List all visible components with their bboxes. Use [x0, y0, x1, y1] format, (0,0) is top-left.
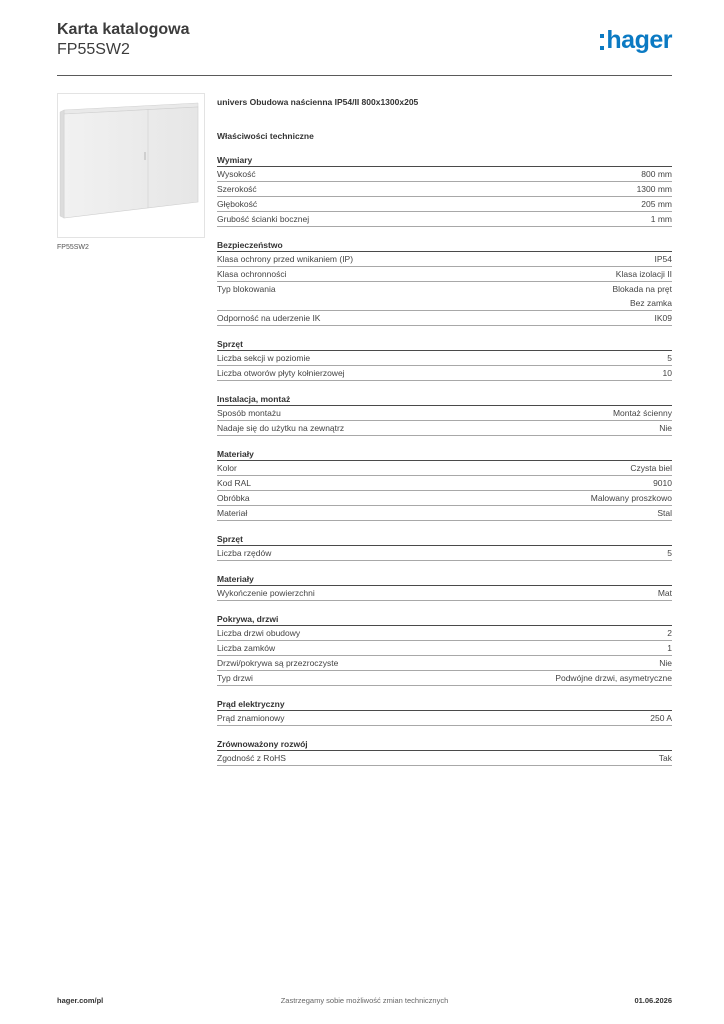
spec-value	[655, 311, 673, 325]
hager-logo	[600, 26, 672, 54]
spec-group	[217, 446, 672, 521]
enclosure-illustration	[58, 94, 204, 237]
spec-label: Liczba zamków	[217, 643, 276, 653]
spec-label: Sposób montażu	[217, 408, 281, 418]
spec-label: Odporność na uderzenie IK	[217, 313, 321, 323]
spec-value	[659, 656, 672, 670]
spec-group	[217, 736, 672, 766]
group-title: Prąd elektryczny	[217, 696, 672, 711]
spec-group	[217, 237, 672, 326]
spec-row	[217, 282, 672, 311]
spec-row	[217, 366, 672, 381]
spec-label: Obróbka	[217, 493, 250, 503]
spec-value-line: 2	[667, 628, 672, 638]
spec-value-line: 10	[662, 368, 672, 378]
spec-row	[217, 461, 672, 476]
logo-colon-icon	[600, 34, 604, 50]
group-title: Instalacja, montaż	[217, 391, 672, 406]
footer-disclaimer: Zastrzegamy sobie możliwość zmian technicznych	[280, 996, 449, 1005]
spec-value-line: Klasa izolacji II	[615, 269, 672, 279]
spec-label: Typ blokowania	[217, 284, 276, 294]
group-title: Sprzęt	[217, 336, 672, 351]
document-code: FP55SW2	[57, 41, 130, 58]
header-divider	[57, 75, 672, 76]
spec-row	[217, 197, 672, 212]
spec-row	[217, 252, 672, 267]
spec-value-line: Montaż ścienny	[612, 408, 672, 418]
page-header	[57, 20, 672, 72]
spec-label: Kod RAL	[217, 478, 252, 488]
spec-value-line: 1300 mm	[636, 184, 672, 194]
spec-value	[659, 421, 672, 435]
spec-value-line: 1	[667, 643, 672, 653]
spec-label: Głębokość	[217, 199, 258, 209]
spec-label: Liczba sekcji w poziomie	[217, 353, 311, 363]
spec-value	[653, 476, 672, 490]
spec-value	[637, 182, 672, 196]
spec-label: Nadaje się do użytku na zewnątrz	[217, 423, 345, 433]
spec-row	[217, 626, 672, 641]
spec-label: Drzwi/pokrywa są przezroczyste	[217, 658, 339, 668]
spec-group	[217, 391, 672, 436]
spec-value-line: 5	[667, 353, 672, 363]
spec-value-line: Blokada na pręt	[612, 284, 672, 294]
spec-row	[217, 711, 672, 726]
spec-label: Materiał	[217, 508, 248, 518]
spec-label: Liczba otworów płyty kołnierzowej	[217, 368, 345, 378]
spec-row	[217, 167, 672, 182]
spec-value-line: Malowany proszkowo	[590, 493, 672, 503]
spec-group	[217, 611, 672, 686]
spec-group	[217, 571, 672, 601]
spec-value-line: Podwójne drzwi, asymetryczne	[555, 673, 672, 683]
group-title: Bezpieczeństwo	[217, 237, 672, 252]
spec-row	[217, 491, 672, 506]
spec-value	[658, 586, 672, 600]
spec-value-line: 9010	[653, 478, 672, 488]
spec-value-line: 1 mm	[650, 214, 672, 224]
group-title: Materiały	[217, 571, 672, 586]
spec-row	[217, 182, 672, 197]
spec-row	[217, 311, 672, 326]
spec-value	[612, 282, 672, 310]
document-title: Karta katalogowa	[57, 21, 190, 38]
spec-value	[555, 671, 672, 685]
spec-row	[217, 506, 672, 521]
spec-group	[217, 336, 672, 381]
spec-row	[217, 421, 672, 436]
spec-groups	[217, 152, 672, 766]
spec-row	[217, 212, 672, 227]
spec-value-line: Stal	[657, 508, 672, 518]
spec-value-line: 5	[667, 548, 672, 558]
spec-row	[217, 351, 672, 366]
spec-group	[217, 696, 672, 726]
spec-row	[217, 751, 672, 766]
spec-row	[217, 406, 672, 421]
spec-value	[657, 506, 672, 520]
group-title: Wymiary	[217, 152, 672, 167]
spec-value-line: 250 A	[650, 713, 672, 723]
spec-label: Klasa ochrony przed wnikaniem (IP)	[217, 254, 354, 264]
spec-value-line: Bez zamka	[629, 298, 672, 308]
spec-row	[217, 267, 672, 282]
spec-content	[217, 96, 672, 766]
spec-label: Prąd znamionowy	[217, 713, 285, 723]
spec-value	[650, 711, 672, 725]
spec-value-line: IP54	[654, 254, 672, 264]
spec-row	[217, 656, 672, 671]
image-caption: FP55SW2	[57, 244, 89, 251]
group-title: Pokrywa, drzwi	[217, 611, 672, 626]
spec-value-line: Nie	[659, 423, 672, 433]
spec-value-line: 205 mm	[641, 199, 672, 209]
spec-group	[217, 152, 672, 227]
spec-label: Wysokość	[217, 169, 256, 179]
spec-label: Typ drzwi	[217, 673, 253, 683]
spec-value-line: IK09	[654, 313, 672, 323]
logo-text: hager	[606, 26, 672, 54]
spec-value	[616, 267, 672, 281]
spec-label: Kolor	[217, 463, 237, 473]
group-title: Zrównoważony rozwój	[217, 736, 672, 751]
spec-row	[217, 586, 672, 601]
spec-label: Zgodność z RoHS	[217, 753, 286, 763]
spec-value-line: 800 mm	[641, 169, 672, 179]
spec-value	[641, 167, 672, 181]
spec-value	[613, 406, 672, 420]
spec-row	[217, 476, 672, 491]
spec-label: Liczba drzwi obudowy	[217, 628, 301, 638]
product-name: univers Obudowa naścienna IP54/II 800x1300x205	[217, 97, 419, 107]
spec-value-line: Mat	[657, 588, 672, 598]
spec-row	[217, 671, 672, 686]
spec-value	[659, 751, 672, 765]
spec-value	[591, 491, 672, 505]
product-image	[57, 93, 205, 238]
spec-value-line: Tak	[658, 753, 672, 763]
tech-properties-title: Właściwości techniczne	[217, 131, 314, 141]
spec-group	[217, 531, 672, 561]
page-footer	[57, 996, 672, 1010]
spec-value	[667, 351, 672, 365]
spec-value	[667, 546, 672, 560]
spec-label: Grubość ścianki bocznej	[217, 214, 310, 224]
footer-date: 01.06.2026	[634, 996, 672, 1005]
spec-label: Wykończenie powierzchni	[217, 588, 315, 598]
group-title: Sprzęt	[217, 531, 672, 546]
spec-value	[667, 641, 672, 655]
spec-label: Szerokość	[217, 184, 257, 194]
spec-row	[217, 546, 672, 561]
spec-value-line: Nie	[659, 658, 672, 668]
spec-row	[217, 641, 672, 656]
group-title: Materiały	[217, 446, 672, 461]
spec-value-line: Czysta biel	[630, 463, 672, 473]
spec-value	[663, 366, 672, 380]
spec-value	[630, 461, 672, 475]
spec-label: Klasa ochronności	[217, 269, 287, 279]
footer-website[interactable]: hager.com/pl	[57, 996, 104, 1005]
spec-value	[651, 212, 672, 226]
spec-value	[655, 252, 673, 266]
spec-value	[667, 626, 672, 640]
spec-label: Liczba rzędów	[217, 548, 272, 558]
spec-value	[641, 197, 672, 211]
